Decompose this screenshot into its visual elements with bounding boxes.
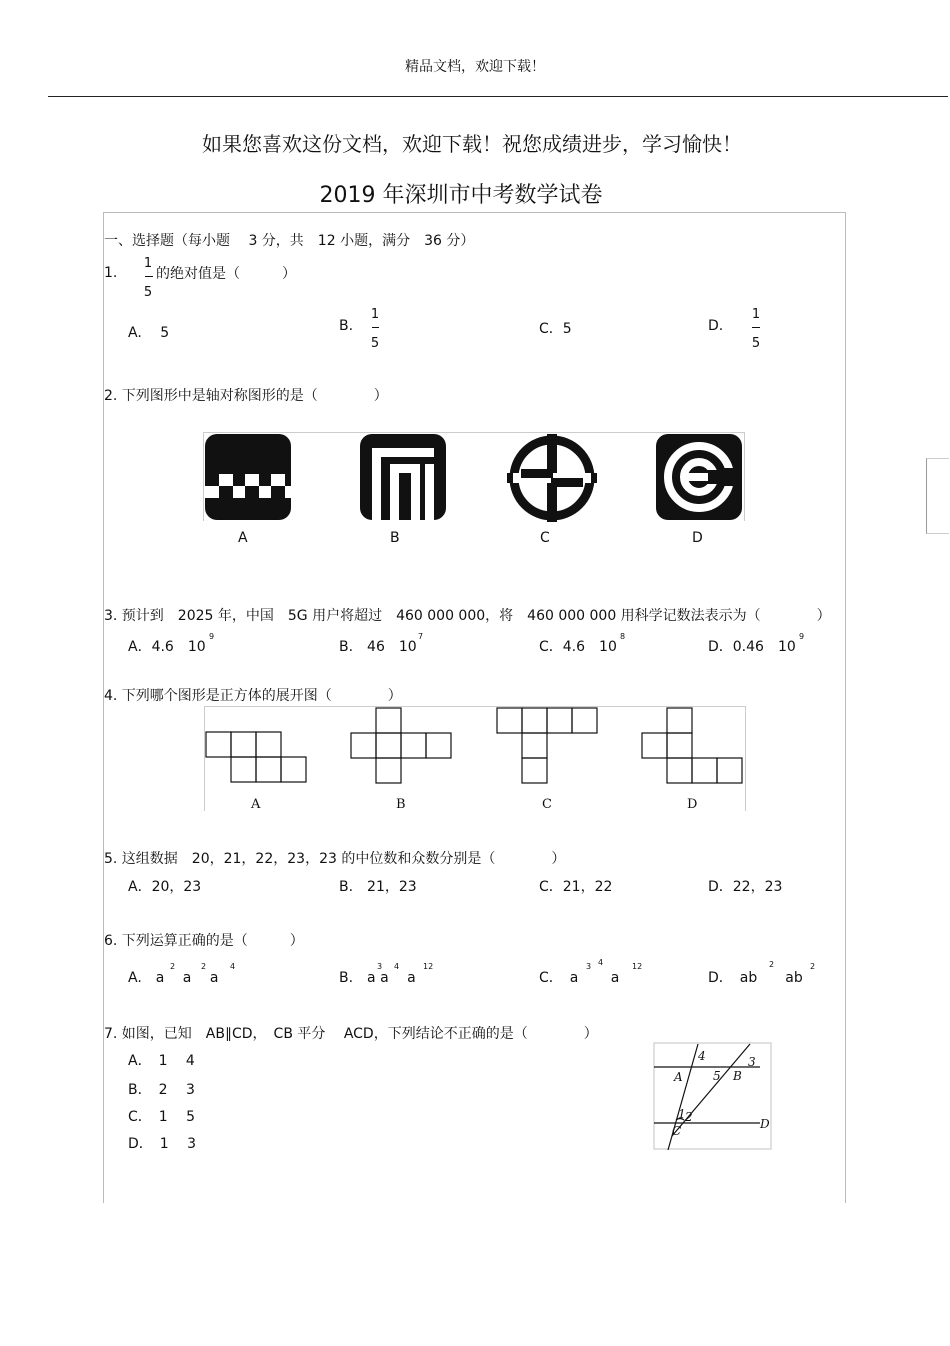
fig-label-c: C <box>672 1124 682 1138</box>
q6-option-c-sup3: 12 <box>632 962 643 971</box>
q6-option-c-sup1: 3 <box>586 962 592 971</box>
fig-label-2: 2 <box>685 1110 693 1124</box>
q7-option-a: A． 1 4 <box>128 1053 195 1069</box>
q7-option-d: D． 1 3 <box>128 1136 197 1152</box>
q2-label-a: A <box>238 530 248 546</box>
q3-option-b-exp: 7 <box>418 632 424 641</box>
q1-option-b-label: B. <box>339 318 354 334</box>
q2-label-b: B <box>390 530 400 546</box>
q6-option-d: D． ab ab <box>708 970 803 986</box>
q6-option-b-sup2: 4 <box>394 962 400 971</box>
fig-label-5: 5 <box>713 1069 721 1083</box>
logo-a-icon <box>205 434 291 520</box>
q1-number: 1. <box>104 265 118 281</box>
q1-option-d-den: 5 <box>751 336 761 351</box>
q1-option-d-bar <box>752 327 760 328</box>
q6-option-d-sup1: 2 <box>769 960 775 969</box>
q3-option-b: B. 46 10 <box>339 639 417 655</box>
q5-text: 5. 这组数据 20，21，22，23，23 的中位数和众数分别是（ ） <box>104 851 566 867</box>
logo-b-icon <box>360 434 446 520</box>
q6-option-a-sup1: 2 <box>170 962 176 971</box>
q1-frac-num: 1 <box>143 256 153 271</box>
header-watermark: 精品文档，欢迎下载！ <box>405 59 545 75</box>
q6-option-c: C． a a <box>539 970 620 986</box>
fig-label-4: 4 <box>698 1049 706 1063</box>
q5-option-c: C．21，22 <box>539 879 613 895</box>
q7-text: 7. 如图，已知 AB∥CD， CB 平分 ACD，下列结论不正确的是（ ） <box>104 1026 598 1042</box>
q3-option-d-exp: 9 <box>799 632 805 641</box>
q4-label-d: D <box>687 797 698 812</box>
q4-label-a: A <box>251 797 261 812</box>
q6-option-c-sup2: 4 <box>598 958 604 967</box>
q1-option-a: A. 5 <box>128 325 170 341</box>
q3-option-a: A．4.6 10 <box>128 639 206 655</box>
fig-label-1: 1 <box>678 1107 686 1121</box>
q3-option-c-exp: 8 <box>620 632 626 641</box>
q6-option-a: A. a a a <box>128 970 219 986</box>
fig-label-d: D <box>760 1117 770 1131</box>
page-title: 2019 年深圳市中考数学试卷 <box>319 183 603 208</box>
q6-option-d-sup2: 2 <box>810 962 816 971</box>
q6-option-b: B. a a a <box>339 970 416 986</box>
q3-text: 3. 预计到 2025 年，中国 5G 用户将超过 460 000 000，将 460 000 000 用科学记数法表示为（ ） <box>104 608 831 624</box>
q6-option-a-sup3: 4 <box>230 962 236 971</box>
q7-option-b: B． 2 3 <box>128 1082 195 1098</box>
q3-option-c: C．4.6 10 <box>539 639 617 655</box>
logo-d-icon <box>656 434 742 520</box>
q3-option-a-exp: 9 <box>209 632 215 641</box>
q2-text: 2. 下列图形中是轴对称图形的是（ ） <box>104 388 388 404</box>
q4-text: 4. 下列哪个图形是正方体的展开图（ ） <box>104 688 402 704</box>
q7-option-c: C． 1 5 <box>128 1109 196 1125</box>
logo-c-icon <box>507 434 597 522</box>
fig-label-b: B <box>733 1069 742 1083</box>
right-edge-marker <box>926 458 949 534</box>
q1-option-d-num: 1 <box>751 307 761 322</box>
q1-option-b-den: 5 <box>370 336 380 351</box>
q1-frac-den: 5 <box>143 285 153 300</box>
q1-option-c: C．5 <box>539 321 572 337</box>
q1-option-d-label: D. <box>708 318 724 334</box>
q3-option-d: D．0.46 10 <box>708 639 796 655</box>
q6-text: 6. 下列运算正确的是（ ） <box>104 933 304 949</box>
q4-label-c: C <box>542 797 552 812</box>
q1-text: 的绝对值是（ ） <box>156 266 296 282</box>
q5-option-d: D．22，23 <box>708 879 783 895</box>
fig-label-a: A <box>674 1070 683 1084</box>
q2-label-c: C <box>540 530 550 546</box>
fig-label-3: 3 <box>748 1055 756 1069</box>
q5-option-b: B. 21，23 <box>339 879 417 895</box>
q2-label-d: D <box>692 530 703 546</box>
q6-option-b-sup1: 3 <box>377 962 383 971</box>
section-heading: 一、选择题（每小题 3 分，共 12 小题，满分 36 分） <box>104 233 475 249</box>
banner-text: 如果您喜欢这份文档，欢迎下载！祝您成绩进步，学习愉快！ <box>202 132 742 156</box>
cube-nets-figure <box>204 706 745 786</box>
q1-option-b-num: 1 <box>370 307 380 322</box>
q1-frac-bar <box>145 276 153 277</box>
header-rule <box>48 96 948 97</box>
q5-option-a: A．20，23 <box>128 879 202 895</box>
q4-label-b: B <box>396 797 406 812</box>
q6-option-b-sup3: 12 <box>423 962 434 971</box>
q7-geometry-figure <box>650 1040 775 1152</box>
q6-option-a-sup2: 2 <box>201 962 207 971</box>
q1-option-b-bar <box>372 327 379 328</box>
